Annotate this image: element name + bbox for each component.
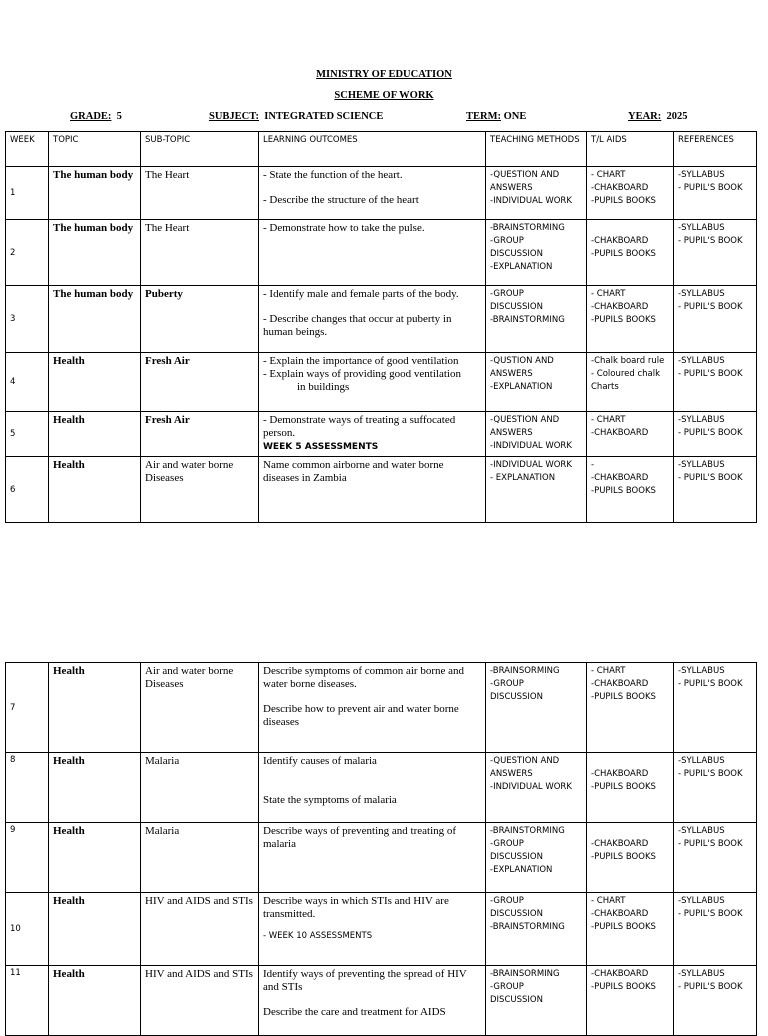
- outcomes-cell: - Demonstrate how to take the pulse.: [259, 220, 486, 286]
- outcomes-cell: - Explain the importance of good ventilation - Explain ways of providing good ventilation in buildings: [259, 353, 486, 412]
- topic-cell: Health: [49, 663, 141, 753]
- methods-cell: -GROUP DISCUSSION -BRAINSTORMING: [486, 893, 587, 966]
- col-header-topic: TOPIC: [49, 132, 141, 167]
- scheme-table-part-2: [5, 662, 757, 1036]
- references-cell: -SYLLABUS - PUPIL'S BOOK: [674, 457, 757, 523]
- topic-cell: Health: [49, 412, 141, 457]
- col-header-references: REFERENCES: [674, 132, 757, 167]
- references-cell: -SYLLABUS - PUPIL'S BOOK: [674, 167, 757, 220]
- outcomes-cell: - Demonstrate ways of treating a suffocated person. WEEK 5 ASSESSMENTS: [259, 412, 486, 457]
- col-header-aids: T/L AIDS: [587, 132, 674, 167]
- methods-cell: -BRAINSORMING -GROUP DISCUSSION: [486, 663, 587, 753]
- topic-cell: Health: [49, 823, 141, 893]
- outcomes-cell: - State the function of the heart. - Describe the structure of the heart: [259, 167, 486, 220]
- outcomes-cell: Describe ways of preventing and treating of malaria: [259, 823, 486, 893]
- subtopic-cell: Malaria: [141, 823, 259, 893]
- methods-cell: -QUESTION AND ANSWERS -INDIVIDUAL WORK: [486, 412, 587, 457]
- methods-cell: -GROUP DISCUSSION -BRAINSTORMING: [486, 286, 587, 353]
- week-cell: 1: [6, 167, 49, 220]
- outcomes-cell: Name common airborne and water borne diseases in Zambia: [259, 457, 486, 523]
- aids-cell: -CHAKBOARD -PUPILS BOOKS: [587, 966, 674, 1036]
- topic-cell: Health: [49, 893, 141, 966]
- assessment-note: WEEK 5 ASSESSMENTS: [263, 442, 379, 452]
- table-row: [6, 167, 757, 220]
- outcomes-cell: - Identify male and female parts of the body. - Describe changes that occur at puberty in human beings.: [259, 286, 486, 353]
- methods-cell: -QUESTION AND ANSWERS -INDIVIDUAL WORK: [486, 753, 587, 823]
- subtopic-cell: Malaria: [141, 753, 259, 823]
- table-row: [6, 353, 757, 412]
- references-cell: -SYLLABUS - PUPIL'S BOOK: [674, 966, 757, 1036]
- aids-cell: -CHAKBOARD -PUPILS BOOKS: [587, 220, 674, 286]
- topic-cell: Health: [49, 457, 141, 523]
- aids-cell: -Chalk board rule - Coloured chalk Charts: [587, 353, 674, 412]
- week-cell: 4: [6, 353, 49, 412]
- topic-cell: Health: [49, 353, 141, 412]
- methods-cell: -QUSTION AND ANSWERS -EXPLANATION: [486, 353, 587, 412]
- table-row: [6, 220, 757, 286]
- methods-cell: -BRAINSTORMING -GROUP DISCUSSION -EXPLANATION: [486, 823, 587, 893]
- term-field: TERM: ONE: [466, 111, 527, 122]
- references-cell: -SYLLABUS - PUPIL'S BOOK: [674, 893, 757, 966]
- methods-cell: -QUESTION AND ANSWERS -INDIVIDUAL WORK: [486, 167, 587, 220]
- col-header-methods: TEACHING METHODS: [486, 132, 587, 167]
- subject-field: SUBJECT: INTEGRATED SCIENCE: [209, 111, 384, 122]
- week-cell: 11: [6, 966, 49, 1036]
- table-row: [6, 823, 757, 893]
- methods-cell: -BRAINSORMING -GROUP DISCUSSION: [486, 966, 587, 1036]
- aids-cell: -CHAKBOARD -PUPILS BOOKS: [587, 823, 674, 893]
- week-cell: 3: [6, 286, 49, 353]
- subtopic-cell: Fresh Air: [141, 353, 259, 412]
- outcomes-cell: Identify causes of malaria State the symptoms of malaria: [259, 753, 486, 823]
- outcomes-cell: Describe ways in which STIs and HIV are transmitted. - WEEK 10 ASSESSMENTS: [259, 893, 486, 966]
- subtopic-cell: The Heart: [141, 167, 259, 220]
- outcomes-cell: Identify ways of preventing the spread of HIV and STIs Describe the care and treatment for AIDS: [259, 966, 486, 1036]
- references-cell: -SYLLABUS - PUPIL'S BOOK: [674, 220, 757, 286]
- subtopic-cell: The Heart: [141, 220, 259, 286]
- subtopic-cell: HIV and AIDS and STIs: [141, 966, 259, 1036]
- week-cell: 6: [6, 457, 49, 523]
- table-row: [6, 457, 757, 523]
- references-cell: -SYLLABUS - PUPIL'S BOOK: [674, 286, 757, 353]
- methods-cell: -BRAINSTORMING -GROUP DISCUSSION -EXPLANATION: [486, 220, 587, 286]
- document-meta: [0, 111, 768, 125]
- subtopic-cell: HIV and AIDS and STIs: [141, 893, 259, 966]
- aids-cell: -CHAKBOARD -PUPILS BOOKS: [587, 753, 674, 823]
- scheme-title: SCHEME OF WORK: [334, 90, 434, 101]
- table-row: [6, 663, 757, 753]
- topic-cell: The human body: [49, 220, 141, 286]
- table-header-row: [6, 132, 757, 167]
- subtopic-cell: Air and water borne Diseases: [141, 663, 259, 753]
- aids-cell: - CHART -CHAKBOARD -PUPILS BOOKS: [587, 286, 674, 353]
- aids-cell: - CHART -CHAKBOARD: [587, 412, 674, 457]
- aids-cell: - CHART -CHAKBOARD -PUPILS BOOKS: [587, 663, 674, 753]
- subtopic-cell: Puberty: [141, 286, 259, 353]
- references-cell: -SYLLABUS - PUPIL'S BOOK: [674, 753, 757, 823]
- table-row: [6, 286, 757, 353]
- col-header-subtopic: SUB-TOPIC: [141, 132, 259, 167]
- aids-cell: - CHART -CHAKBOARD -PUPILS BOOKS: [587, 167, 674, 220]
- topic-cell: Health: [49, 753, 141, 823]
- table-row: [6, 893, 757, 966]
- outcomes-cell: Describe symptoms of common air borne and water borne diseases. Describe how to prevent air and water borne diseases: [259, 663, 486, 753]
- week-cell: 2: [6, 220, 49, 286]
- week-cell: 10: [6, 893, 49, 966]
- topic-cell: The human body: [49, 286, 141, 353]
- week-cell: 9: [6, 823, 49, 893]
- year-field: YEAR: 2025: [628, 111, 688, 122]
- table-row: [6, 753, 757, 823]
- methods-cell: -INDIVIDUAL WORK - EXPLANATION: [486, 457, 587, 523]
- topic-cell: Health: [49, 966, 141, 1036]
- references-cell: -SYLLABUS - PUPIL'S BOOK: [674, 823, 757, 893]
- week-cell: 5: [6, 412, 49, 457]
- ministry-title: MINISTRY OF EDUCATION: [316, 69, 452, 80]
- aids-cell: - -CHAKBOARD -PUPILS BOOKS: [587, 457, 674, 523]
- table-row: [6, 966, 757, 1036]
- references-cell: -SYLLABUS - PUPIL'S BOOK: [674, 663, 757, 753]
- table-row: [6, 412, 757, 457]
- topic-cell: The human body: [49, 167, 141, 220]
- scheme-table-part-1: [5, 131, 757, 523]
- aids-cell: - CHART -CHAKBOARD -PUPILS BOOKS: [587, 893, 674, 966]
- week-cell: 7: [6, 663, 49, 753]
- col-header-week: WEEK: [6, 132, 49, 167]
- week-cell: 8: [6, 753, 49, 823]
- references-cell: -SYLLABUS - PUPIL'S BOOK: [674, 353, 757, 412]
- subtopic-cell: Air and water borne Diseases: [141, 457, 259, 523]
- subtopic-cell: Fresh Air: [141, 412, 259, 457]
- references-cell: -SYLLABUS - PUPIL'S BOOK: [674, 412, 757, 457]
- grade-field: GRADE: 5: [70, 111, 122, 122]
- assessment-note: - WEEK 10 ASSESSMENTS: [263, 931, 373, 941]
- col-header-outcomes: LEARNING OUTCOMES: [259, 132, 486, 167]
